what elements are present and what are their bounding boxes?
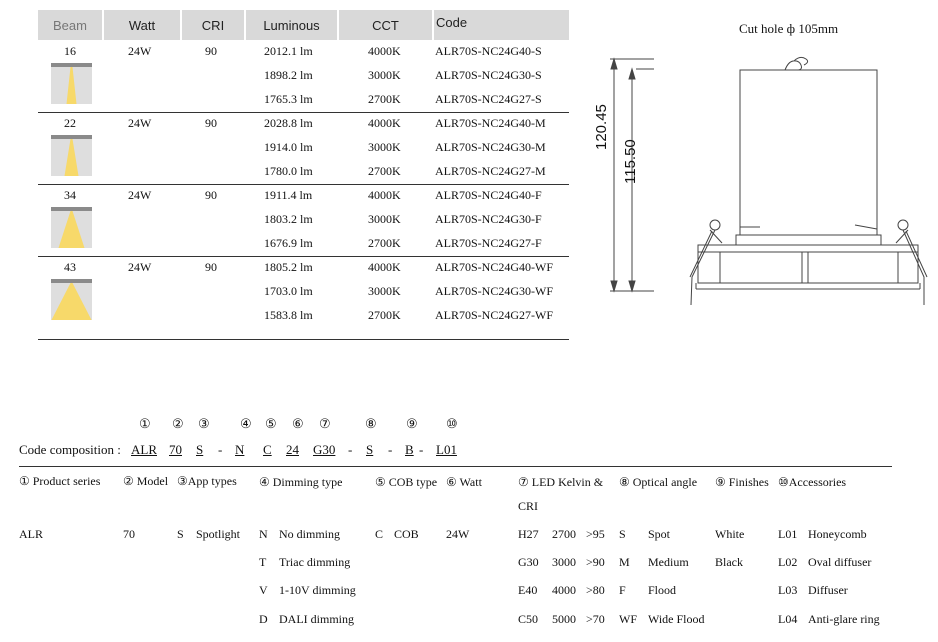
code-num-5: ⑤: [265, 416, 277, 431]
code-dash-3: -: [388, 442, 393, 457]
accessory-code: L01: [778, 527, 798, 541]
group-divider: [38, 112, 569, 113]
optical-name: Flood: [648, 583, 677, 597]
dimming-code: V: [259, 583, 268, 597]
code-seg-series: ALR: [131, 442, 157, 457]
legend-cob-code: C: [375, 527, 384, 541]
header-luminous: Luminous: [246, 10, 337, 40]
code-num-9: ⑨: [406, 416, 418, 431]
code-composition-label: Code composition :: [19, 442, 121, 457]
code-value: ALR70S-NC24G27-WF: [435, 308, 554, 322]
cut-hole-label: Cut hole ф 105mm: [739, 21, 839, 36]
optical-code: WF: [619, 612, 637, 626]
cct-value: 2700K: [368, 308, 401, 322]
code-num-1: ①: [139, 416, 151, 431]
kelvin-value: 2700: [552, 527, 576, 541]
dimming-code: N: [259, 527, 268, 541]
legend-h-finishes: ⑨ Finishes: [715, 475, 769, 489]
beam-value: 34: [64, 188, 76, 202]
code-num-2: ②: [172, 416, 184, 431]
legend-divider: [19, 466, 892, 467]
luminous-value: 1914.0 lm: [264, 140, 313, 154]
code-value: ALR70S-NC24G27-S: [435, 92, 542, 106]
watt-value: 24W: [128, 188, 152, 202]
luminous-value: 1583.8 lm: [264, 308, 313, 322]
dimming-code: D: [259, 612, 268, 626]
legend-h-series: ① Product series: [19, 474, 101, 488]
code-num-7: ⑦: [319, 416, 331, 431]
cct-value: 4000K: [368, 260, 401, 274]
beam-icon: [51, 207, 92, 248]
beam-value: 43: [64, 260, 76, 274]
luminous-value: 1803.2 lm: [264, 212, 313, 226]
cct-value: 4000K: [368, 116, 401, 130]
cct-value: 3000K: [368, 68, 401, 82]
legend-h-app: ③App types: [177, 474, 237, 488]
luminous-value: 1898.2 lm: [264, 68, 313, 82]
code-value: ALR70S-NC24G40-M: [435, 116, 546, 130]
cri-value: >90: [586, 555, 605, 569]
code-value: ALR70S-NC24G30-WF: [435, 284, 554, 298]
luminous-value: 1676.9 lm: [264, 236, 313, 250]
beam-value: 22: [64, 116, 76, 130]
dimming-name: Triac dimming: [279, 555, 351, 569]
kelvin-code: E40: [518, 583, 538, 597]
code-seg-watt: 24: [286, 442, 299, 457]
legend-cob-name: COB: [394, 527, 419, 541]
legend-series-value: ALR: [19, 527, 43, 541]
optical-code: S: [619, 527, 626, 541]
luminous-value: 1780.0 lm: [264, 164, 313, 178]
optical-name: Wide Flood: [648, 612, 705, 626]
dim-outer-label: 120.45: [593, 104, 610, 150]
dimming-name: 1-10V dimming: [279, 583, 356, 597]
beam-icon: [51, 63, 92, 104]
header-cri: CRI: [182, 10, 244, 40]
watt-value: 24W: [128, 116, 152, 130]
kelvin-value: 3000: [552, 555, 576, 569]
legend-h-accessories: ⑩Accessories: [778, 475, 847, 489]
legend-h-kelvin-cri: CRI: [518, 499, 539, 513]
luminous-value: 1765.3 lm: [264, 92, 313, 106]
code-value: ALR70S-NC24G40-WF: [435, 260, 554, 274]
kelvin-code: C50: [518, 612, 539, 626]
kelvin-code: H27: [518, 527, 539, 541]
cct-value: 2700K: [368, 164, 401, 178]
legend-h-dimming: ④ Dimming type: [259, 475, 343, 489]
optical-code: M: [619, 555, 630, 569]
cri-value: 90: [205, 188, 217, 202]
cct-value: 3000K: [368, 140, 401, 154]
cct-value: 3000K: [368, 212, 401, 226]
kelvin-code: G30: [518, 555, 539, 569]
optical-code: F: [619, 583, 626, 597]
code-seg-cob: C: [263, 442, 272, 457]
cri-value: 90: [205, 44, 217, 58]
accessory-code: L04: [778, 612, 798, 626]
dimension-drawing: [590, 45, 930, 315]
code-dash-1: -: [218, 442, 223, 457]
cri-value: >70: [586, 612, 605, 626]
legend-h-cob: ⑤ COB type: [375, 475, 438, 489]
dimming-code: T: [259, 555, 267, 569]
accessory-name: Diffuser: [808, 583, 848, 597]
code-seg-dimming: N: [235, 442, 245, 457]
code-value: ALR70S-NC24G27-M: [435, 164, 546, 178]
beam-value: 16: [64, 44, 76, 58]
accessory-name: Oval diffuser: [808, 555, 872, 569]
code-dash-2: -: [348, 442, 353, 457]
finish-name: Black: [715, 555, 743, 569]
beam-icon: [51, 135, 92, 176]
cri-value: 90: [205, 260, 217, 274]
code-value: ALR70S-NC24G27-F: [435, 236, 542, 250]
code-value: ALR70S-NC24G30-F: [435, 212, 542, 226]
luminous-value: 1805.2 lm: [264, 260, 313, 274]
code-num-10: ⑩: [446, 416, 458, 431]
luminous-value: 2012.1 lm: [264, 44, 313, 58]
code-num-3: ③: [198, 416, 210, 431]
accessory-code: L03: [778, 583, 798, 597]
cct-value: 2700K: [368, 236, 401, 250]
cct-value: 3000K: [368, 284, 401, 298]
header-watt: Watt: [104, 10, 180, 40]
code-seg-optical: S: [366, 442, 374, 457]
finish-name: White: [715, 527, 745, 541]
luminous-value: 2028.8 lm: [264, 116, 313, 130]
cct-value: 4000K: [368, 188, 401, 202]
kelvin-value: 5000: [552, 612, 576, 626]
beam-icon: [51, 279, 92, 320]
legend-h-watt: ⑥ Watt: [446, 475, 482, 489]
dim-inner-text: 115.50: [622, 139, 639, 184]
dimming-name: DALI dimming: [279, 612, 354, 626]
legend-h-kelvin: ⑦ LED Kelvin &: [518, 475, 604, 489]
code-num-6: ⑥: [292, 416, 304, 431]
watt-value: 24W: [128, 260, 152, 274]
header-cct: CCT: [339, 10, 432, 40]
group-divider: [38, 256, 569, 257]
header-beam: Beam: [38, 10, 102, 40]
code-seg-accessory: L01: [436, 442, 457, 457]
watt-value: 24W: [128, 44, 152, 58]
code-value: ALR70S-NC24G40-S: [435, 44, 542, 58]
code-dash-4: -: [419, 442, 424, 457]
dimming-name: No dimming: [279, 527, 341, 541]
code-seg-app: S: [196, 442, 204, 457]
accessory-code: L02: [778, 555, 798, 569]
code-seg-model: 70: [169, 442, 182, 457]
legend-model-value: 70: [123, 527, 135, 541]
legend-app-name: Spotlight: [196, 527, 241, 541]
accessory-name: Honeycomb: [808, 527, 867, 541]
code-seg-finish: B: [405, 442, 414, 457]
accessory-name: Anti-glare ring: [808, 612, 880, 626]
cct-value: 4000K: [368, 44, 401, 58]
optical-name: Spot: [648, 527, 671, 541]
legend-h-optical: ⑧ Optical angle: [619, 475, 698, 489]
cri-value: >80: [586, 583, 605, 597]
luminous-value: 1911.4 lm: [264, 188, 313, 202]
code-value: ALR70S-NC24G30-M: [435, 140, 546, 154]
code-value: ALR70S-NC24G30-S: [435, 68, 542, 82]
luminous-value: 1703.0 lm: [264, 284, 313, 298]
cri-value: 90: [205, 116, 217, 130]
legend-watt-value: 24W: [446, 527, 470, 541]
header-code: Code: [434, 10, 569, 40]
code-num-8: ⑧: [365, 416, 377, 431]
optical-name: Medium: [648, 555, 689, 569]
cri-value: >95: [586, 527, 605, 541]
code-num-4: ④: [240, 416, 252, 431]
legend-h-model: ② Model: [123, 474, 169, 488]
kelvin-value: 4000: [552, 583, 576, 597]
code-value: ALR70S-NC24G40-F: [435, 188, 542, 202]
group-divider: [38, 184, 569, 185]
code-seg-kelvin: G30: [313, 442, 336, 457]
cct-value: 2700K: [368, 92, 401, 106]
group-divider: [38, 339, 569, 340]
legend-app-code: S: [177, 527, 184, 541]
